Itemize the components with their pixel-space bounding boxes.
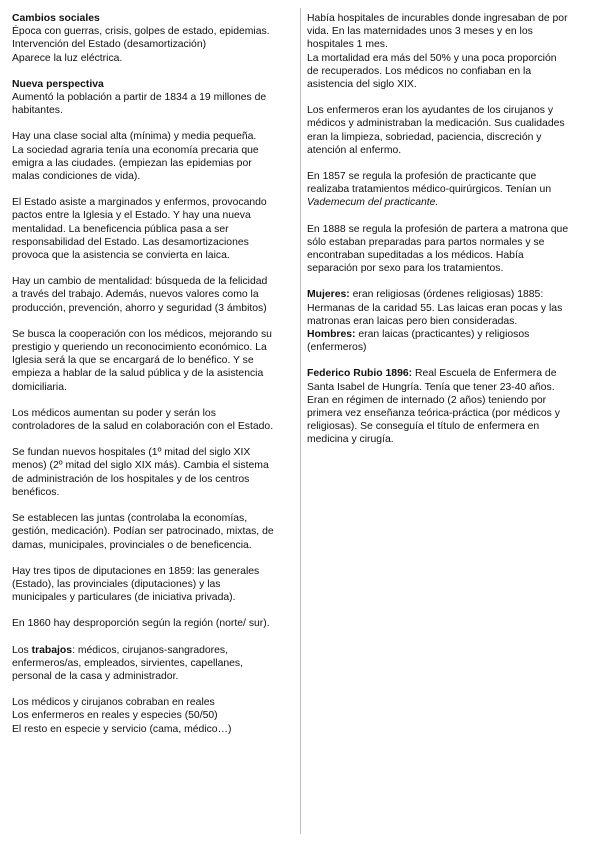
text-line: responsabilidad del Estado. Las desamortizaciones xyxy=(12,236,249,248)
text-line: Los enfermeros en reales y especies (50/50) xyxy=(12,710,218,722)
text-line: mentalidad. La beneficencia pública pasa a ser xyxy=(12,223,229,235)
text-line: Se busca la cooperación con los médicos, mejorando su xyxy=(12,328,272,340)
text-line: Los médicos y cirujanos cobraban en reales xyxy=(12,697,215,709)
text-line: menos) (2º mitad del siglo XIX más). Cambia el sistema xyxy=(12,460,269,472)
bold-term-mujeres: Mujeres: xyxy=(307,289,350,301)
text-line: primera vez enseñanza teórica-práctica (por médicos y xyxy=(307,408,560,420)
text-line: Aparece la luz eléctrica. xyxy=(12,52,123,64)
text-line: emigra a las ciudades. (empiezan las epidemias por xyxy=(12,157,252,169)
text-line: gestión, medicación). Podían ser patrocinado, mixtas, de xyxy=(12,526,274,538)
column-divider xyxy=(300,8,301,834)
text-run: eran laicas (practicantes) y religiosos xyxy=(355,329,530,341)
text-line: domiciliaria. xyxy=(12,381,67,393)
text-line xyxy=(12,644,294,657)
heading-cambios-sociales: Cambios sociales xyxy=(12,13,100,24)
text-line: atención al enfermo. xyxy=(307,144,402,156)
paragraph-enfermeros xyxy=(307,104,589,157)
text-line: (enfermeros) xyxy=(307,342,367,354)
bold-term-federico-rubio: Federico Rubio 1896: xyxy=(307,368,413,380)
paragraph-cooperacion xyxy=(12,328,294,394)
text-line: hospitales 1 mes. xyxy=(307,39,388,51)
text-line: vida. En las maternidades unos 3 meses y en los xyxy=(307,26,533,38)
text-line: En 1860 hay desproporción según la región (norte/ sur). xyxy=(12,618,270,630)
text-line: religiosas). Se conseguía el título de enfermera en xyxy=(307,421,540,433)
text-line: El resto en especie y servicio (cama, médico…) xyxy=(12,723,232,735)
text-line: Los enfermeros eran los ayudantes de los cirujanos y xyxy=(307,105,554,117)
text-line: Aumentó la población a partir de 1834 a 19 millones de xyxy=(12,92,267,104)
paragraph-federico-rubio xyxy=(307,367,589,446)
text-line: Se fundan nuevos hospitales (1º mitad del siglo XIX xyxy=(12,447,251,459)
text-line: provoca que la asistencia se convierta en laica. xyxy=(12,250,230,262)
text-run: Real Escuela de Enfermera de xyxy=(412,368,557,380)
text-line: médicos y administraban la medicación. Sus cualidades xyxy=(307,118,565,130)
text-run: : médicos, cirujanos-sangradores, xyxy=(72,644,228,656)
paragraph-trabajos xyxy=(12,644,294,684)
text-line: matronas eran laicas pero bien consideradas. xyxy=(307,315,518,327)
right-column xyxy=(307,12,589,460)
text-line: La sociedad agraria tenía una economía precaria que xyxy=(12,144,259,156)
left-column xyxy=(12,12,294,749)
text-line: Hermanas de la caridad 55. Las laicas eran pocas y las xyxy=(307,302,563,314)
paragraph-estado xyxy=(12,196,294,262)
bold-term-trabajos: trabajos xyxy=(31,644,73,656)
paragraph-mentalidad xyxy=(12,275,294,315)
text-line: En 1888 se regula la profesión de partera a matrona que xyxy=(307,223,569,235)
text-line: (Estado), las provinciales (diputaciones) y las xyxy=(12,578,221,590)
italic-title-vademecum: Vademecum del practicante. xyxy=(307,197,439,209)
text-line: de recuperados. Los médicos no confiaban en la xyxy=(307,65,532,77)
paragraph-practicante xyxy=(307,170,589,210)
text-line: separación por sexo para los tratamientos. xyxy=(307,263,504,275)
text-line: En 1857 se regula la profesión de practicante que xyxy=(307,171,537,183)
text-run: Los xyxy=(12,644,32,656)
text-line: Hay una clase social alta (mínima) y media pequeña. xyxy=(12,131,257,143)
text-line: medicina y cirugía. xyxy=(307,434,394,446)
text-line: damas, municipales, provinciales o de beneficencia. xyxy=(12,539,252,551)
text-line: Eran en régimen de internado (2 años) teniendo por xyxy=(307,394,547,406)
text-line: pactos entre la Iglesia y el Estado. Y hay una nueva xyxy=(12,210,251,222)
text-line: habitantes. xyxy=(12,105,63,117)
text-line: Hay tres tipos de diputaciones en 1859: las generales xyxy=(12,565,260,577)
text-line: empieza a hablar de la salud pública y de la asistencia xyxy=(12,368,264,380)
paragraph-region xyxy=(12,617,294,630)
text-line: producción, prevención, ahorro y seguridad (3 ámbitos) xyxy=(12,302,267,314)
text-line: enfermeros/as, empleados, sirvientes, capellanes, xyxy=(12,657,244,669)
paragraph-diputaciones xyxy=(12,565,294,605)
text-line: Iglesia será la que se encargará de lo benéfico. Y se xyxy=(12,355,254,367)
text-line: controladores de la salud en colaboración con el Estado. xyxy=(12,421,274,433)
paragraph-clase-social xyxy=(12,130,294,183)
text-line: Había hospitales de incurables donde ingresaban de por xyxy=(307,13,568,24)
text-line: Época con guerras, crisis, golpes de estado, epidemias. xyxy=(12,26,270,38)
text-line: municipales y particulares (de iniciativa privada). xyxy=(12,592,236,604)
text-line: benéficos. xyxy=(12,486,60,498)
text-line xyxy=(307,196,589,209)
paragraph-medicos xyxy=(12,407,294,433)
text-line xyxy=(307,288,589,301)
text-line: sólo estaban preparadas para partos normales y se xyxy=(307,236,545,248)
paragraph-mujeres-hombres xyxy=(307,288,589,354)
paragraph-nueva-perspectiva xyxy=(12,78,294,118)
paragraph-incurables xyxy=(307,12,589,91)
text-line: a través del trabajo. Además, nuevos valores como la xyxy=(12,289,259,301)
text-line: malas condiciones de vida). xyxy=(12,171,141,183)
text-line: asistencia del siglo XIX. xyxy=(307,79,417,91)
heading-nueva-perspectiva: Nueva perspectiva xyxy=(12,78,104,90)
paragraph-partera xyxy=(307,223,589,276)
bold-term-hombres: Hombres: xyxy=(307,329,356,341)
text-line: de administración de los hospitales y de los centros xyxy=(12,473,250,485)
paragraph-juntas xyxy=(12,512,294,552)
text-line: encontraban supeditadas a los médicos. Había xyxy=(307,250,524,262)
text-line: La mortalidad era más del 50% y una poca proporción xyxy=(307,52,557,64)
text-line: personal de la casa y administrador. xyxy=(12,670,179,682)
text-line: eran la limpieza, sobriedad, paciencia, discreción y xyxy=(307,131,542,143)
paragraph-cobro xyxy=(12,696,294,736)
text-line xyxy=(307,367,589,380)
paragraph-hospitales xyxy=(12,446,294,499)
text-line xyxy=(307,328,589,341)
paragraph-cambios-sociales xyxy=(12,12,294,65)
text-line: Santa Isabel de Hungría. Tenía que tener 23-40 años. xyxy=(307,381,555,393)
text-line: Intervención del Estado (desamortización) xyxy=(12,39,207,51)
text-line: Los médicos aumentan su poder y serán los xyxy=(12,407,216,419)
text-line: Hay un cambio de mentalidad: búsqueda de la felicidad xyxy=(12,276,268,288)
text-line: prestigio y queriendo un reconocimiento económico. La xyxy=(12,342,267,354)
text-line: realizaba tratamientos médico-quirúrgicos. Tenían un xyxy=(307,184,552,196)
text-line: El Estado asiste a marginados y enfermos, provocando xyxy=(12,197,267,209)
text-run: eran religiosas (órdenes religiosas) 1885: xyxy=(349,289,544,301)
text-line: Se establecen las juntas (controlaba la economías, xyxy=(12,513,248,525)
